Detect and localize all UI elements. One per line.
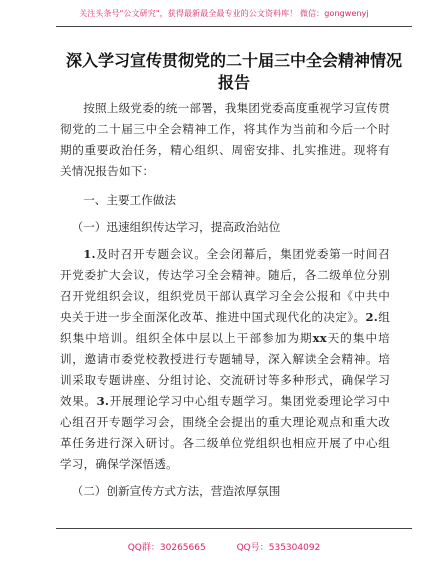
footer-qq: QQ号：535304092 [236, 543, 321, 553]
body-paragraph-1 [60, 244, 390, 475]
placeholder-days: xx [312, 331, 327, 345]
footer-qq-group: QQ群：30265665 [127, 543, 206, 553]
item-text-2a: 组织集中培训。组织全体中层以上干部参加为期 [60, 310, 391, 345]
section-heading-1: 一、主要工作做法 [83, 193, 176, 207]
header-banner: 关注头条号"公文研究"，获得最新最全最专业的公文资料库！ 微信：gongwenyj [79, 9, 369, 18]
subsection-heading-1: （一）迅速组织传达学习，提高政治站位 [71, 220, 281, 234]
subsection-heading-2: （二）创新宣传方式方法，营造浓厚氛围 [71, 484, 281, 498]
item-text-1: 及时召开专题会议。全会闭幕后，集团党委第一时间召开党委扩大会议，传达学习全会精神。随后，各二级单位分别召开党组织会议，组织党员干部认真学习全会公报和《中共中央关于进一步全面深化改革、推进中国式现代化的决定》。 [60, 247, 390, 324]
document-body [60, 98, 390, 502]
footer-divider [56, 528, 412, 529]
footer [0, 540, 448, 553]
document-title: 深入学习宣传贯彻党的二十届三中全会精神情况报告 [65, 51, 402, 92]
item-number-3: 3. [96, 394, 110, 408]
intro-paragraph: 按照上级党委的统一部署，我集团党委高度重视学习宣传贯彻党的二十届三中全会精神工作，将其作为当前和今后一个时期的重要政治任务，精心组织、周密安排、扎实推进。现将有关情况报告如下： [60, 101, 390, 178]
item-number-1: 1. [83, 247, 96, 261]
header-divider [56, 26, 412, 27]
item-text-2b: 天的集中培训，邀请市委党校教授进行专题辅导，深入解读全会精神。培训采取专题讲座、分组讨论、交流研讨等多种形式，确保学习效果。 [60, 331, 390, 408]
item-text-3: 开展理论学习中心组专题学习。集团党委理论学习中心组召开专题学习会，围绕全会提出的重大理论观点和重大改革任务进行深入研讨。各二级单位党组织也相应开展了中心组学习，确保学深悟透。 [60, 394, 390, 471]
item-number-2: 2. [365, 310, 379, 324]
